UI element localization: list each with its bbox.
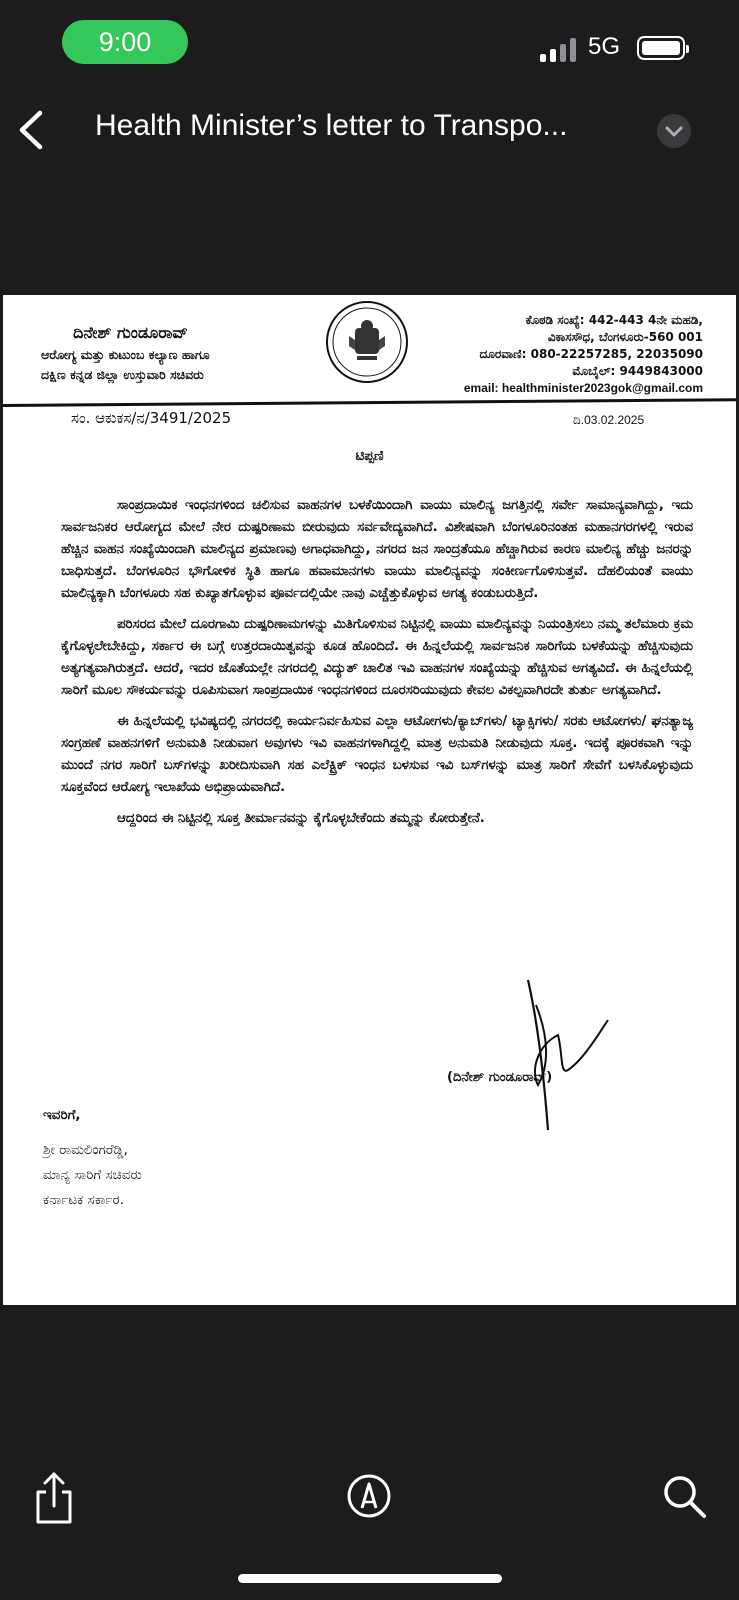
share-icon[interactable]	[30, 1470, 78, 1526]
letterhead-role-line1: ಆರೋಗ್ಯ ಮತ್ತು ಕುಟುಂಬ ಕಲ್ಯಾಣ ಹಾಗೂ	[41, 347, 210, 362]
paragraph: ಆದ್ದರಿಂದ ಈ ನಿಟ್ಟಿನಲ್ಲಿ ಸೂಕ್ತ ತೀರ್ಮಾನವನ್ನು ಕೈಗೊಳ್ಳಬೇಕೆಂದು ತಮ್ಮನ್ನು ಕೋರುತ್ತೇನೆ.	[117, 811, 485, 826]
government-emblem-icon	[323, 300, 411, 388]
letterhead-divider	[3, 398, 736, 407]
paragraph: ಸಾಂಪ್ರದಾಯಿಕ ಇಂಧನಗಳಿಂದ ಚಲಿಸುವ ವಾಹನಗಳ ಬಳಕೆಯಿಂದಾಗಿ ವಾಯು ಮಾಲಿನ್ಯ ಜಗತ್ತಿನಲ್ಲಿ ಸರ್ವೇ ಸಾಮಾನ್ಯವಾಗಿದ್ದು, ಇದು ಸಾರ್ವಜನಿಕರ ಆರೋಗ್ಯದ ಮೇಲೆ ನೇರ ದುಷ್ಪರಿಣಾಮ ಬೀರುವುದು ಸರ್ವವೇದ್ಯವಾಗಿದೆ. ವಿಶೇಷವಾಗಿ ಬೆಂಗಳೂರಿನಂತಹ ಮಹಾನಗರಗಳಲ್ಲಿ ಇರುವ ಹೆಚ್ಚಿನ ವಾಹನ ಸಂಖ್ಯೆಯಿಂದಾಗಿ ಮಾಲಿನ್ಯದ ಪ್ರಮಾಣವು ಅಗಾಧವಾಗಿದ್ದು, ನಗರದ ಜನ ಸಾಂದ್ರತೆಯೂ ಹೆಚ್ಚಾಗಿರುವ ಕಾರಣ ಮಾಲಿನ್ಯ ಹೆಚ್ಚು ಜನರನ್ನು ಬಾಧಿಸುತ್ತದೆ. ಬೆಂಗಳೂರಿನ ಭೌಗೋಳಿಕ ಸ್ಥಿತಿ ಹಾಗೂ ಹವಾಮಾನಗಳು ವಾಯು ಮಾಲಿನ್ಯವನ್ನು ಸಂಕೀರ್ಣಗೊಳಿಸುತ್ತವೆ. ದೆಹಲಿಯಂತೆ ವಾಯು ಮಾಲಿನ್ಯಕ್ಕಾಗಿ ಬೆಂಗಳೂರು ಸಹ ಕುಖ್ಯಾತಗೊಳ್ಳುವ ಪೂರ್ವದಲ್ಲಿಯೇ ನಾವು ಎಚ್ಚೆತ್ತುಕೊಳ್ಳುವ ಅಗತ್ಯ ಕಂಡುಬರುತ್ತಿದೆ.	[61, 498, 693, 601]
letter-date: ದಿ.03.02.2025	[573, 413, 645, 427]
cellular-signal-icon	[540, 38, 578, 62]
letterhead	[3, 295, 736, 410]
search-icon[interactable]	[660, 1472, 708, 1520]
paragraph: ಪರಿಸರದ ಮೇಲೆ ದೂರಗಾಮಿ ದುಷ್ಪರಿಣಾಮಗಳನ್ನು ಮಿತಿಗೊಳಿಸುವ ನಿಟ್ಟಿನಲ್ಲಿ ವಾಯು ಮಾಲಿನ್ಯವನ್ನು ನಿಯಂತ್ರಿಸಲು ನಮ್ಮ ತಲೆಮಾರು ಕ್ರಮ ಕೈಗೊಳ್ಳಲೇಬೇಕಿದ್ದು, ಸರ್ಕಾರ ಈ ಬಗ್ಗೆ ಉತ್ತರದಾಯಿತ್ವವನ್ನು ಕೂಡ ಹೊಂದಿದೆ. ಈ ಹಿನ್ನಲೆಯಲ್ಲಿ ಸಾರ್ವಜನಿಕ ಸಾರಿಗೆಯ ಬಳಕೆಯನ್ನು ಹೆಚ್ಚಿಸುವುದು ಅತ್ಯಗತ್ಯವಾಗಿರುತ್ತದೆ. ಆದರೆ, ಇದರ ಜೊತೆಯಲ್ಲೇ ನಗರದಲ್ಲಿ ವಿದ್ಯುತ್ ಚಾಲಿತ ಇವಿ ವಾಹನಗಳ ಸಂಖ್ಯೆಯನ್ನು ಹೆಚ್ಚಿಸುವ ಅಗತ್ಯವಿದೆ. ಈ ಹಿನ್ನಲೆಯಲ್ಲಿ ಸಾರಿಗೆ ಮೂಲ ಸೌಕರ್ಯವನ್ನು ರೂಪಿಸುವಾಗ ಸಾಂಪ್ರದಾಯಿಕ ಇಂಧನಗಳಿಂದ ದೂರಸರಿಯುವುದು ಕೇವಲ ವಿಕಲ್ಪವಾಗಿರದೇ ತುರ್ತು ಅಗತ್ಯವಾಗಿದೆ.	[61, 617, 693, 698]
recipient-block	[43, 1103, 142, 1213]
recipient-office: ಕರ್ನಾಟಕ ಸರ್ಕಾರ.	[43, 1192, 124, 1208]
letterhead-email: email: healthminister2023gok@gmail.com	[463, 381, 703, 395]
document-title[interactable]: Health Minister’s letter to Transpo...	[95, 109, 568, 142]
status-time[interactable]: 9:00	[62, 20, 188, 64]
bottom-toolbar	[0, 1450, 739, 1540]
paragraph: ಈ ಹಿನ್ನಲೆಯಲ್ಲಿ ಭವಿಷ್ಯದಲ್ಲಿ ನಗರದಲ್ಲಿ ಕಾರ್ಯನಿರ್ವಹಿಸುವ ಎಲ್ಲಾ ಆಟೋಗಳು/ಕ್ಯಾಬ್‌ಗಳು/ ಟ್ಯಾಕ್ಸಿಗಳು/ ಸರಕು ಆಟೋಗಳು/ ಘನತ್ಯಾಜ್ಯ ಸಂಗ್ರಹಣೆ ವಾಹನಗಳಿಗೆ ಅನುಮತಿ ನೀಡುವಾಗ ಅವುಗಳು ಇವಿ ವಾಹನಗಳಾಗಿದ್ದಲ್ಲಿ ಮಾತ್ರ ಅನುಮತಿ ನೀಡುವುದು ಸೂಕ್ತ. ಇದಕ್ಕೆ ಪೂರಕವಾಗಿ ಇನ್ನು ಮುಂದೆ ನಗರ ಸಾರಿಗೆ ಬಸ್‌ಗಳನ್ನು ಖರೀದಿಸುವಾಗಿ ಸಹ ಎಲೆಕ್ಟ್ರಿಕ್ ಇಂಧನ ಬಳಸುವ ಇವಿ ಬಸ್‌ಗಳನ್ನು ಮಾತ್ರ ಸಾರಿಗೆ ಸೇವೆಗೆ ಬಳಸಿಕೊಳ್ಳುವುದು ಸೂಕ್ತವೆಂದ ಆರೋಗ್ಯ ಇಲಾಖೆಯ ಅಭಿಪ್ರಾಯವಾಗಿದೆ.	[61, 714, 693, 795]
document-page[interactable]	[3, 295, 736, 1305]
letterhead-mobile: ಮೊಬೈಲ್: 9449843000	[572, 364, 703, 378]
home-indicator[interactable]	[238, 1574, 502, 1583]
letterhead-address-line2: ವಿಕಾಸಸೌಧ, ಬೆಂಗಳೂರು-560 001	[547, 330, 703, 344]
recipient-designation: ಮಾನ್ಯ ಸಾರಿಗೆ ಸಚಿವರು	[43, 1167, 142, 1183]
letterhead-name: ದಿನೇಶ್ ಗುಂಡೂರಾವ್	[73, 323, 188, 342]
signatory-name: (ದಿನೇಶ್ ಗುಂಡೂರಾವ್)	[447, 1070, 553, 1085]
letter-subject: ಟಿಪ್ಪಣಿ	[355, 448, 384, 464]
battery-icon	[637, 36, 685, 60]
letterhead-address-line1: ಕೊಠಡಿ ಸಂಖ್ಯೆ: 442-443 4ನೇ ಮಹಡಿ,	[525, 313, 703, 327]
chevron-down-icon[interactable]	[657, 114, 691, 148]
letter-body	[61, 495, 693, 839]
status-bar	[0, 0, 739, 90]
reference-number: ಸಂ. ಆಕುಕಸ/ನ/3491/2025	[71, 409, 232, 427]
markup-pen-icon[interactable]	[345, 1472, 393, 1520]
navigation-bar	[0, 95, 739, 165]
recipient-name: ಶ್ರೀ ರಾಮಲಿಂಗರೆಡ್ಡಿ,	[43, 1142, 128, 1158]
letterhead-role-line2: ದಕ್ಷಿಣ ಕನ್ನಡ ಜಿಲ್ಲಾ ಉಸ್ತುವಾರಿ ಸಚಿವರು	[41, 367, 204, 382]
chevron-left-icon[interactable]	[14, 109, 50, 151]
handwritten-signature	[508, 975, 618, 1135]
recipient-to: ಇವರಿಗೆ,	[43, 1107, 81, 1123]
letterhead-phone: ದೂರವಾಣಿ: 080-22257285, 22035090	[479, 347, 703, 361]
network-type: 5G	[588, 33, 621, 60]
